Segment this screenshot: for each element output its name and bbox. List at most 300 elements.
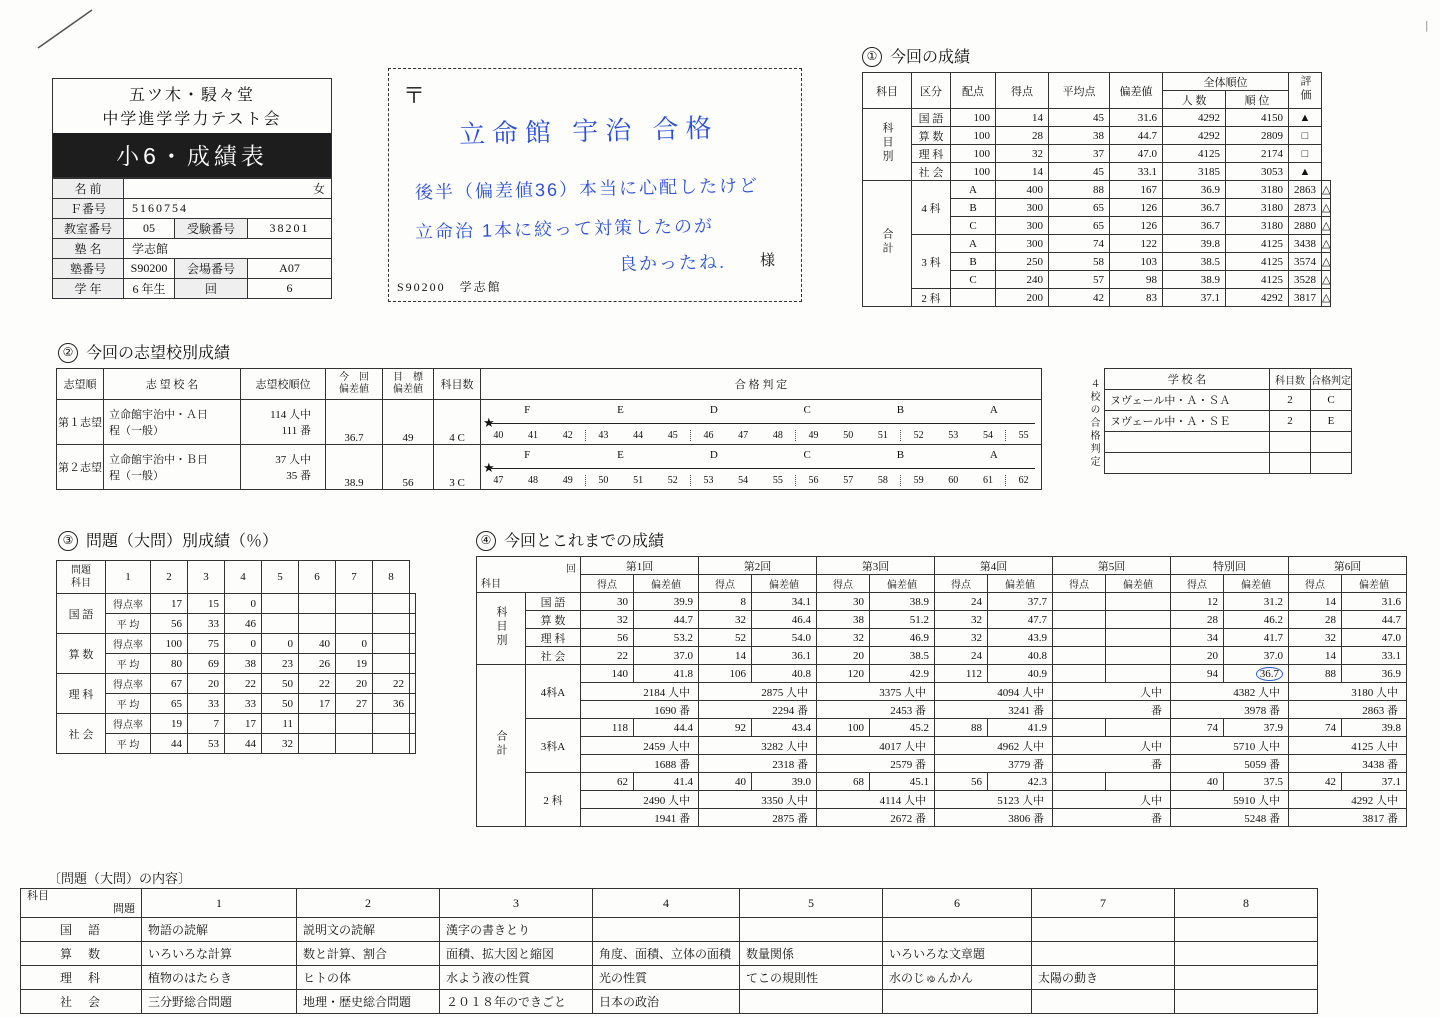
- student-info-table: [52, 178, 332, 299]
- cell-score: 42: [1289, 773, 1342, 791]
- cell-population: 4017 人中: [817, 737, 935, 755]
- col-kamoku: 科目: [863, 73, 912, 109]
- col-exam-1: 第1回: [581, 557, 699, 575]
- table-header-row: [1105, 369, 1352, 390]
- total-variant: C: [951, 217, 996, 235]
- cell-score-rate: 15: [188, 594, 225, 614]
- table-row: [863, 145, 1331, 163]
- cell-haiten: 100: [951, 163, 996, 181]
- table-row: [1105, 453, 1352, 474]
- cell-hensachi: [1106, 665, 1171, 683]
- group-kamokubetsu: 科目別: [477, 593, 526, 665]
- total-group-label: 3科A: [526, 719, 581, 773]
- cell-score-rate: 0: [262, 634, 299, 654]
- cell-average: 33: [188, 614, 225, 634]
- cell-jun: 3817: [1289, 289, 1322, 307]
- section4-heading: [476, 528, 664, 551]
- cell-question-content: いろいろな計算: [142, 942, 297, 966]
- cell-score-rate: 50: [262, 674, 299, 694]
- cell-average: 36: [373, 694, 410, 714]
- table-row: [477, 701, 1407, 719]
- exam-number-value: 38201: [248, 219, 332, 239]
- school-name: 立命館宇治中・Ａ日 程（一般）: [104, 400, 241, 445]
- cell-heikin: 167: [1110, 181, 1163, 199]
- cell-average: 53: [188, 734, 225, 754]
- cell-score: 74: [1171, 719, 1224, 737]
- cell-tokuten: 14: [996, 163, 1049, 181]
- col-hensachi: 偏差値: [988, 575, 1053, 593]
- section3-title: 問題（大問）別成績（％）: [86, 533, 279, 550]
- cell-score: 88: [1289, 665, 1342, 683]
- cell-score: [1053, 719, 1106, 737]
- total-group-label: 4科A: [526, 665, 581, 719]
- group-goukei: 合計: [863, 181, 912, 307]
- cell-population: 人中: [1053, 791, 1171, 809]
- table-row: [57, 614, 416, 634]
- col-q8: 8: [373, 561, 410, 594]
- cell-population: 4094 人中: [935, 683, 1053, 701]
- cell-question-content: 三分野総合問題: [142, 990, 297, 1014]
- edge-mark: |: [1425, 18, 1428, 32]
- cell-haiten: 300: [996, 199, 1049, 217]
- table-row: [477, 791, 1407, 809]
- cell-population: 人中: [1053, 737, 1171, 755]
- table-row: [477, 593, 1407, 611]
- col-kubun: 区分: [912, 73, 951, 109]
- cell-score: 20: [1171, 647, 1224, 665]
- cell-haiten: 100: [951, 145, 996, 163]
- total-variant: C: [951, 271, 996, 289]
- cell-rank: 2579 番: [817, 755, 935, 773]
- cell-tokuten: 65: [1049, 217, 1110, 235]
- cell-rank: 番: [1053, 701, 1171, 719]
- total-variant: B: [951, 199, 996, 217]
- cell-hensachi: 36.9: [1342, 665, 1407, 683]
- cell-average: [410, 734, 416, 754]
- col-score: 得点: [935, 575, 988, 593]
- cell-score: 34: [1171, 629, 1224, 647]
- cell-tokuten: 74: [1049, 235, 1110, 253]
- cell-population: 4382 人中: [1171, 683, 1289, 701]
- cell-jun: 2863: [1289, 181, 1322, 199]
- col-zentai: 全体順位: [1163, 73, 1289, 91]
- cell-hensachi: 33.1: [1342, 647, 1407, 665]
- cell-hensachi: 44.7: [634, 611, 699, 629]
- cell-rank: 3779 番: [935, 755, 1053, 773]
- cell-hensachi: 36.9: [1163, 181, 1226, 199]
- round-label: 回: [175, 279, 248, 299]
- col-score: 得点: [699, 575, 752, 593]
- cell-score: 32: [935, 611, 988, 629]
- col-q2: 2: [151, 561, 188, 594]
- cell-score-rate: [410, 594, 416, 614]
- cell-hensachi: 37.5: [1224, 773, 1289, 791]
- table-row: [1105, 432, 1352, 453]
- cell-question-content: [740, 918, 883, 942]
- cell-question-content: 光の性質: [593, 966, 740, 990]
- cell-hensachi: 37.1: [1342, 773, 1407, 791]
- cell-question-content: いろいろな文章題: [883, 942, 1032, 966]
- fnumber-value: 5160754: [124, 199, 332, 219]
- cell-population: 2490 人中: [581, 791, 699, 809]
- cell-hensachi: 39.8: [1163, 235, 1226, 253]
- cell-heikin: 103: [1110, 253, 1163, 271]
- cell-population: 2184 人中: [581, 683, 699, 701]
- table-row: [477, 737, 1407, 755]
- cell-score: 94: [1171, 665, 1224, 683]
- cell-hensachi: 54.0: [752, 629, 817, 647]
- cell-population: 2459 人中: [581, 737, 699, 755]
- cell-rank: 3806 番: [935, 809, 1053, 827]
- cell-jun: 3574: [1289, 253, 1322, 271]
- target-hensachi: 49: [383, 400, 434, 445]
- exam-number-label: 受験番号: [175, 219, 248, 239]
- col-judgement: 合 格 判 定: [481, 369, 1042, 400]
- subject-count: [1270, 432, 1311, 453]
- total-group-label: 2 科: [912, 289, 951, 307]
- table-row: [53, 219, 332, 239]
- cell-question-content: てこの規則性: [740, 966, 883, 990]
- cell-jun: 3438: [1289, 235, 1322, 253]
- section4-title: 今回とこれまでの成績: [504, 533, 665, 550]
- subject-name: 国 語: [57, 594, 106, 634]
- table-row: [21, 918, 1318, 942]
- cell-hensachi: [1106, 719, 1171, 737]
- cell-rank: 2318 番: [699, 755, 817, 773]
- cell-ninzu: 4292: [1163, 127, 1226, 145]
- cell-hensachi: 39.0: [752, 773, 817, 791]
- cell-hensachi: 44.7: [1342, 611, 1407, 629]
- total-variant: B: [951, 253, 996, 271]
- col-q6: 6: [883, 889, 1032, 918]
- cell-hensachi: 37.9: [1224, 719, 1289, 737]
- cell-haiten: 400: [996, 181, 1049, 199]
- table-row: [57, 634, 416, 654]
- cell-score-rate: [262, 594, 299, 614]
- school-code-value: S90200: [124, 259, 175, 279]
- judgement-grade: C: [1311, 390, 1352, 411]
- table-row: [21, 990, 1318, 1014]
- col-score: 得点: [817, 575, 870, 593]
- subject-name: 社 会: [912, 163, 951, 181]
- cell-question-content: [1175, 942, 1318, 966]
- cell-hensachi: 37.0: [634, 647, 699, 665]
- table-row: [57, 400, 1042, 445]
- cell-question-content: ２０１８年のできごと: [440, 990, 593, 1014]
- cell-question-content: 水のじゅんかん: [883, 966, 1032, 990]
- table-row: [863, 181, 1331, 199]
- cell-average: [336, 614, 373, 634]
- cell-jun: 2880: [1289, 217, 1322, 235]
- cell-jun: 2174: [1226, 145, 1289, 163]
- cell-population: 2875 人中: [699, 683, 817, 701]
- cell-hensachi: 34.1: [752, 593, 817, 611]
- cell-question-content: 植物のはたらき: [142, 966, 297, 990]
- col-q1: 1: [106, 561, 151, 594]
- cell-average: [410, 694, 416, 714]
- cell-score-rate: 17: [225, 714, 262, 734]
- cell-score: [1053, 647, 1106, 665]
- organization-line1: 五ツ木・駸々堂: [128, 87, 255, 104]
- cell-rank: 3817 番: [1289, 809, 1407, 827]
- table-row: [477, 773, 1407, 791]
- cell-ninzu: 4292: [1163, 109, 1226, 127]
- col-hensachi: 偏差値: [1224, 575, 1289, 593]
- cell-hensachi: 37.7: [988, 593, 1053, 611]
- cell-population: 3375 人中: [817, 683, 935, 701]
- cell-hyoka: △: [1322, 235, 1331, 253]
- cell-score: 22: [581, 647, 634, 665]
- cell-score-rate: 0: [336, 634, 373, 654]
- cell-ninzu: 3180: [1226, 181, 1289, 199]
- section4-history-table: [476, 556, 1407, 827]
- address-footer: S90200 学志館: [397, 280, 502, 294]
- cell-average: 19: [336, 654, 373, 674]
- row-label-score-rate: 得点率: [106, 634, 151, 654]
- cell-score: [1053, 629, 1106, 647]
- cell-tokuten: 57: [1049, 271, 1110, 289]
- cell-score-rate: [299, 714, 336, 734]
- cell-population: 5910 人中: [1171, 791, 1289, 809]
- school-name-value: 学志館: [124, 239, 332, 259]
- cell-score: 32: [935, 629, 988, 647]
- cell-population: 3180 人中: [1289, 683, 1407, 701]
- page-title: 小6・成績表: [53, 133, 331, 177]
- cell-score-rate: 11: [262, 714, 299, 734]
- cell-tokuten: 65: [1049, 199, 1110, 217]
- cell-tokuten: 58: [1049, 253, 1110, 271]
- cell-average: 46: [225, 614, 262, 634]
- col-q2: 2: [297, 889, 440, 918]
- cell-heikin: 37: [1049, 145, 1110, 163]
- col-hensachi: 偏差値: [1106, 575, 1171, 593]
- cell-tokuten: 14: [996, 109, 1049, 127]
- table-row: [53, 239, 332, 259]
- fnumber-label: Ｆ番号: [53, 199, 124, 219]
- total-variant: A: [951, 181, 996, 199]
- cell-score-rate: [373, 714, 410, 734]
- cell-hensachi: 38.5: [1163, 253, 1226, 271]
- col-jun: 順 位: [1226, 91, 1289, 109]
- cell-hensachi: 47.0: [1342, 629, 1407, 647]
- cell-score: 28: [1171, 611, 1224, 629]
- school-name: [1105, 453, 1270, 474]
- cell-tokuten: 88: [1049, 181, 1110, 199]
- cell-score-rate: 67: [151, 674, 188, 694]
- cell-hensachi: 45.1: [870, 773, 935, 791]
- venue-code-value: A07: [248, 259, 332, 279]
- cell-hensachi: 44.4: [634, 719, 699, 737]
- subject-name: 理 科: [57, 674, 106, 714]
- cell-average: 23: [262, 654, 299, 674]
- table-row: [477, 683, 1407, 701]
- section3-number: ③: [58, 531, 78, 551]
- cell-average: 44: [225, 734, 262, 754]
- preference-rank: 第１志望: [57, 400, 104, 445]
- col-exam-6: 特別回: [1171, 557, 1289, 575]
- cell-jun: 4150: [1226, 109, 1289, 127]
- judgement-grade: [1311, 453, 1352, 474]
- col-heikin: 平均点: [1049, 73, 1110, 109]
- cell-jun: 2809: [1226, 127, 1289, 145]
- cell-hensachi: 40.8: [988, 647, 1053, 665]
- subject-name: 社 会: [57, 714, 106, 754]
- cell-score: 56: [935, 773, 988, 791]
- cell-average: 26: [299, 654, 336, 674]
- cell-average: [373, 734, 410, 754]
- round-value: 6: [248, 279, 332, 299]
- cell-hyoka: △: [1322, 181, 1331, 199]
- table-row: [57, 714, 416, 734]
- subject-count: 2: [1270, 390, 1311, 411]
- subject-name: 国 語: [526, 593, 581, 611]
- cell-rank: 3438 番: [1289, 755, 1407, 773]
- cell-hyoka: △: [1322, 253, 1331, 271]
- cell-hensachi: 41.8: [634, 665, 699, 683]
- table-row: [477, 647, 1407, 665]
- cell-average: [410, 654, 416, 674]
- row-label-score-rate: 得点率: [106, 714, 151, 734]
- cell-rank: 2294 番: [699, 701, 817, 719]
- section1-title: 今回の成績: [890, 49, 971, 66]
- cell-rank: 番: [1053, 809, 1171, 827]
- cell-hensachi: 39.8: [1342, 719, 1407, 737]
- cell-haiten: 300: [996, 235, 1049, 253]
- judgement-scale: F E D C B A ★ 47 48 49 50 51 52 53 54 55 56 57 58 59 60 61 62: [481, 445, 1042, 490]
- cell-hyoka: △: [1322, 217, 1331, 235]
- table-row: [21, 966, 1318, 990]
- cell-score: 28: [1289, 611, 1342, 629]
- total-group-label: 2 科: [526, 773, 581, 827]
- col-current-hensachi: 今 回 偏差値: [326, 369, 383, 400]
- col-q3: 3: [188, 561, 225, 594]
- col-school-name: 志 望 校 名: [104, 369, 241, 400]
- cell-average: 69: [188, 654, 225, 674]
- cell-score: 62: [581, 773, 634, 791]
- cell-hensachi: 31.6: [1110, 109, 1163, 127]
- cell-haiten: 100: [951, 109, 996, 127]
- cell-hensachi: 37.1: [1163, 289, 1226, 307]
- classroom-number-label: 教室番号: [53, 219, 124, 239]
- col-target-hensachi: 目 標 偏差値: [383, 369, 434, 400]
- cell-average: 32: [262, 734, 299, 754]
- cell-question-content: [1175, 966, 1318, 990]
- cell-hensachi: 36.7: [1224, 665, 1289, 683]
- cell-score: 24: [935, 647, 988, 665]
- cell-hensachi: 42.3: [988, 773, 1053, 791]
- row-label-score-rate: 得点率: [106, 594, 151, 614]
- cell-ninzu: 3180: [1226, 217, 1289, 235]
- cell-question-content: [1032, 918, 1175, 942]
- cell-score: 52: [699, 629, 752, 647]
- cell-tokuten: 28: [996, 127, 1049, 145]
- cell-hensachi: 47.0: [1110, 145, 1163, 163]
- cell-score-rate: [299, 594, 336, 614]
- cell-rank: 1688 番: [581, 755, 699, 773]
- col-score: 得点: [1053, 575, 1106, 593]
- subject-name: 国 語: [21, 918, 142, 942]
- cell-score-rate: [336, 714, 373, 734]
- cell-average: [373, 654, 410, 674]
- cell-question-content: 水よう液の性質: [440, 966, 593, 990]
- section5-heading: 〔問題（大問）の内容〕: [48, 871, 192, 886]
- subject-count: 4 C: [434, 400, 481, 445]
- cell-heikin: 45: [1049, 109, 1110, 127]
- col-q6: 6: [299, 561, 336, 594]
- col-subject-count: 科目数: [434, 369, 481, 400]
- cell-hensachi: [1106, 611, 1171, 629]
- cell-question-content: [1175, 918, 1318, 942]
- col-exam-3: 第3回: [817, 557, 935, 575]
- cell-score: 8: [699, 593, 752, 611]
- col-judgement: 合格判定: [1311, 369, 1352, 390]
- judgement-grade: [1311, 432, 1352, 453]
- cell-heikin: 98: [1110, 271, 1163, 289]
- col-q5: 5: [262, 561, 299, 594]
- cell-rank: 3241 番: [935, 701, 1053, 719]
- table-row: [1105, 390, 1352, 411]
- subject-name: 算 数: [912, 127, 951, 145]
- cell-average: [262, 614, 299, 634]
- table-row: [863, 235, 1331, 253]
- cell-score: 32: [699, 611, 752, 629]
- organization-line2: 中学進学学力テスト会: [102, 111, 282, 128]
- cell-tokuten: 42: [1049, 289, 1110, 307]
- corner-mark: [36, 8, 96, 50]
- row-label-score-rate: 得点率: [106, 674, 151, 694]
- cell-score: 38: [817, 611, 870, 629]
- table-row: [477, 755, 1407, 773]
- cell-hensachi: 43.9: [988, 629, 1053, 647]
- cell-average: 80: [151, 654, 188, 674]
- cell-score: [1053, 665, 1106, 683]
- cell-heikin: 126: [1110, 199, 1163, 217]
- col-hensachi: 偏差値: [1110, 73, 1163, 109]
- cell-heikin: 83: [1110, 289, 1163, 307]
- grade-value: 6 年生: [124, 279, 175, 299]
- col-subject-count: 科目数: [1270, 369, 1311, 390]
- cell-rank: 番: [1053, 755, 1171, 773]
- cell-ninzu: 4292: [1226, 289, 1289, 307]
- table-row: [477, 611, 1407, 629]
- cell-rank: 1690 番: [581, 701, 699, 719]
- col-hyoka: 評価: [1289, 73, 1322, 109]
- col-score: 得点: [1171, 575, 1224, 593]
- cell-score: 32: [581, 611, 634, 629]
- cell-average: 44: [151, 734, 188, 754]
- judgement-scale: F E D C B A ★ 40 41 42 43 44 45 46 47 48 49 50 51 52 53 54 55: [481, 400, 1042, 445]
- cell-population: 5123 人中: [935, 791, 1053, 809]
- subject-count: [1270, 453, 1311, 474]
- cell-score: 88: [935, 719, 988, 737]
- cell-population: 5710 人中: [1171, 737, 1289, 755]
- cell-hensachi: 36.1: [752, 647, 817, 665]
- section1-current-results-table: [862, 72, 1331, 307]
- cell-question-content: 漢字の書きとり: [440, 918, 593, 942]
- table-row: [53, 179, 332, 199]
- cell-hyoka: ▲: [1289, 163, 1322, 181]
- section2-school-results-table: [56, 368, 1042, 490]
- cell-score: 140: [581, 665, 634, 683]
- table-row: [477, 665, 1407, 683]
- cell-score-rate: 7: [188, 714, 225, 734]
- cell-score-rate: 17: [151, 594, 188, 614]
- cell-hyoka: ▲: [1289, 109, 1322, 127]
- cell-score-rate: 22: [373, 674, 410, 694]
- cell-hensachi: 33.1: [1110, 163, 1163, 181]
- cell-score: 68: [817, 773, 870, 791]
- cell-question-content: [740, 990, 883, 1014]
